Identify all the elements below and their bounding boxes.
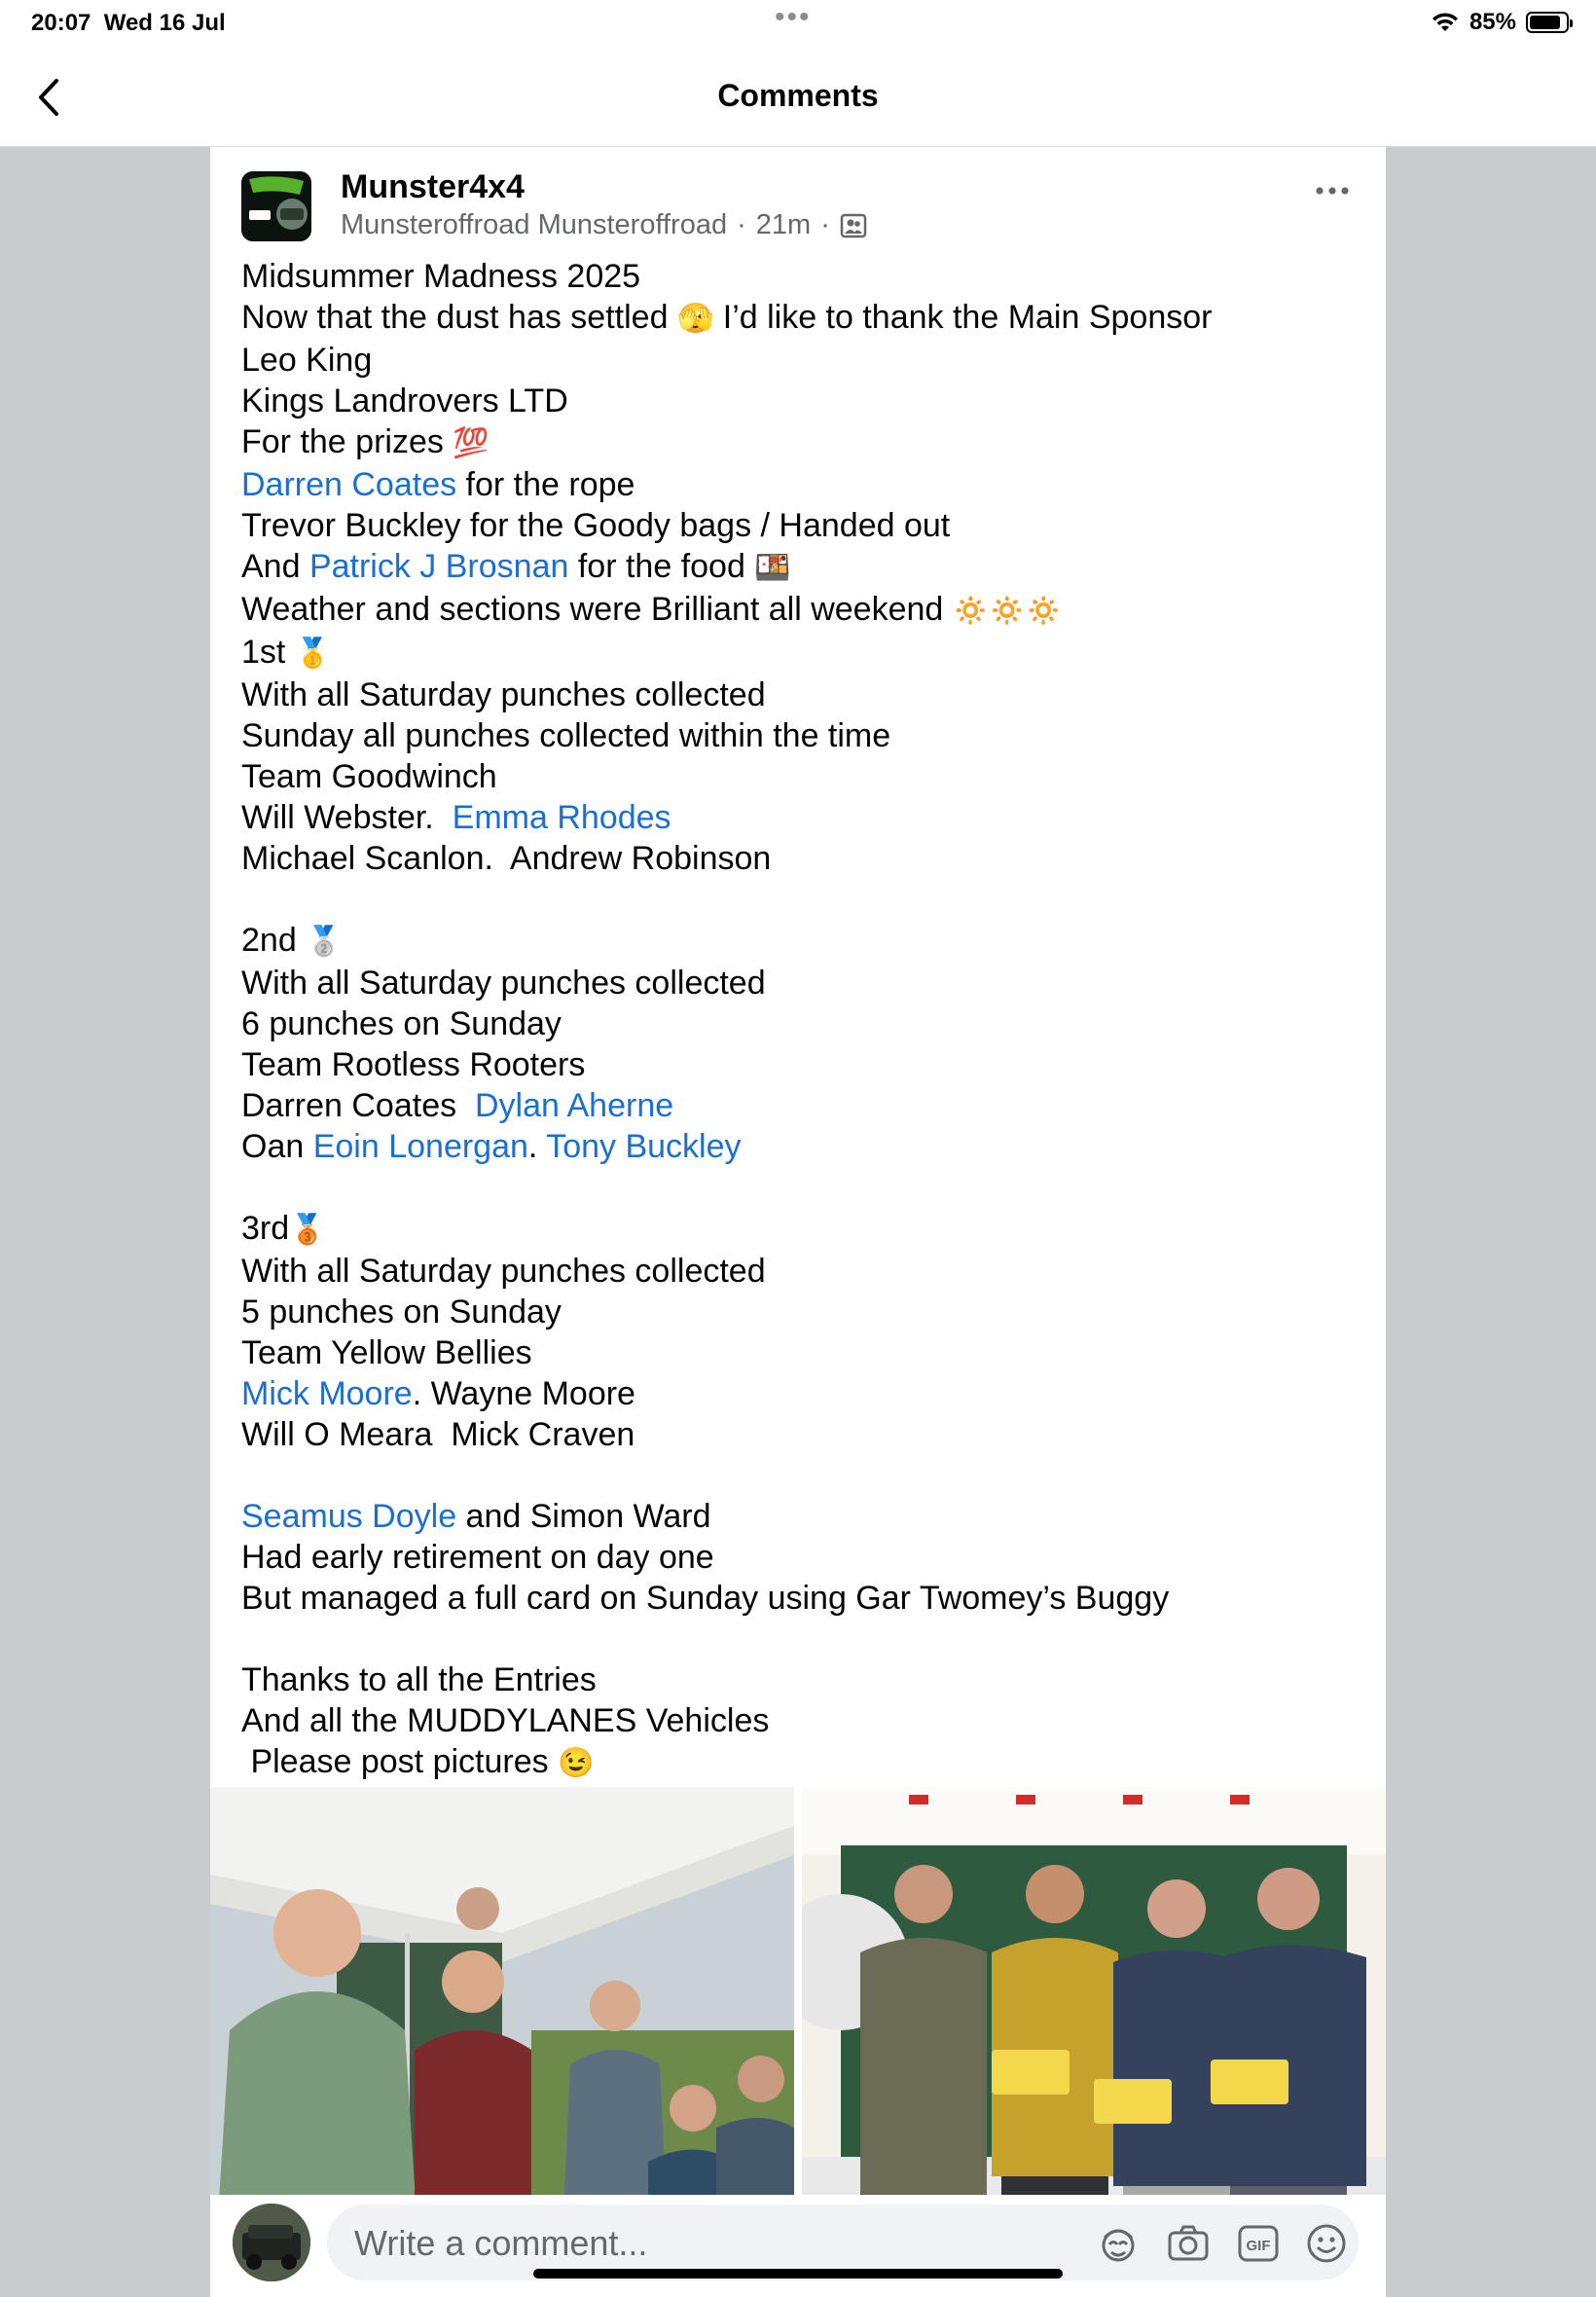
mention-link[interactable]: Dylan Aherne bbox=[475, 1087, 674, 1124]
emoji-icon bbox=[1305, 2222, 1348, 2265]
battery-icon bbox=[1526, 12, 1569, 33]
mention-link[interactable]: Tony Buckley bbox=[546, 1128, 742, 1165]
gif-icon bbox=[1237, 2224, 1280, 2263]
mention-link[interactable]: Seamus Doyle bbox=[241, 1498, 457, 1535]
battery-percent: 85% bbox=[1469, 9, 1516, 35]
battery-fill bbox=[1530, 16, 1560, 29]
home-indicator[interactable] bbox=[533, 2269, 1063, 2279]
comment-composer bbox=[210, 2195, 1386, 2297]
post-meta bbox=[341, 209, 867, 241]
avatar-sticker-icon bbox=[1097, 2222, 1140, 2265]
post-time[interactable]: 21m bbox=[755, 209, 812, 240]
post-author[interactable]: Munster4x4 bbox=[341, 168, 525, 205]
page-avatar[interactable] bbox=[241, 171, 311, 241]
group-audience-icon bbox=[840, 213, 867, 238]
post-body: Midsummer Madness 2025 Now that the dust has settled 🫣 I’d like to thank the Main Sponsor Leo King Kings Landrovers LTD For the prizes 💯 Darren Coates for the rope Trevor Buckley for the Goody bags / Handed out And Patrick J Brosnan for the food 🍱 Weather and sections were Brilliant all weekend 🔅🔅🔅 1st 🥇 With all Saturday punches collected Sunday all punches collected within the time Team Goodwinch Will Webster. Emma Rhodes Michael Scanlon. Andrew Robinson 2nd 🥈 With all Saturday punches collected 6 punches on Sunday Team Rootless Rooters Darren Coates Dylan Aherne Oan Eoin Lonergan. Tony Buckley 3rd🥉 With all Saturday punches collected 5 punches on Sunday Team Yellow Bellies Mick Moore. Wayne Moore Will O Meara Mick Craven Seamus Doyle and Simon Ward Had early retirement on day one But managed a full card on Sunday using Gar Twomey’s Buggy Thanks to all the Entries And all the MUDDYLANES Vehicles Please post pictures 😉 bbox=[241, 258, 1213, 1780]
nav-header bbox=[0, 49, 1596, 147]
avatar-sticker-button[interactable] bbox=[1096, 2221, 1141, 2266]
emoji-button[interactable] bbox=[1304, 2221, 1349, 2266]
background-margin-left bbox=[0, 147, 210, 2297]
user-avatar[interactable] bbox=[233, 2204, 310, 2281]
mention-link[interactable]: Emma Rhodes bbox=[452, 799, 671, 836]
page-title: Comments bbox=[717, 78, 879, 113]
mention-link[interactable]: Eoin Lonergan bbox=[312, 1128, 528, 1165]
mention-link[interactable]: Patrick J Brosnan bbox=[308, 548, 569, 585]
emoji: 🔅🔅🔅 bbox=[952, 595, 1062, 627]
wifi-icon bbox=[1431, 12, 1460, 33]
camera-icon bbox=[1167, 2224, 1210, 2263]
background-margin-right bbox=[1386, 147, 1596, 2297]
emoji: 💯 bbox=[453, 427, 490, 459]
emoji: 🥉 bbox=[289, 1214, 326, 1246]
meta-separator: · bbox=[820, 209, 830, 240]
multitasking-dots-icon[interactable]: ••• bbox=[775, 1, 812, 33]
camera-button[interactable] bbox=[1166, 2221, 1211, 2266]
mention-link[interactable]: Mick Moore bbox=[241, 1375, 413, 1412]
mention-link[interactable]: Darren Coates bbox=[241, 466, 457, 503]
meta-separator: · bbox=[737, 209, 746, 240]
emoji: 🍱 bbox=[754, 552, 791, 584]
emoji: 🥇 bbox=[294, 638, 332, 670]
group-name[interactable]: Munsteroffroad Munsteroffroad bbox=[341, 209, 728, 240]
emoji: 😉 bbox=[558, 1747, 595, 1779]
status-bar bbox=[0, 0, 1596, 49]
more-horizontal-icon bbox=[1316, 187, 1349, 195]
gif-label: GIF bbox=[1246, 2238, 1271, 2254]
emoji: 🫣 bbox=[676, 303, 714, 335]
emoji: 🥈 bbox=[306, 926, 343, 958]
gif-button[interactable] bbox=[1236, 2221, 1281, 2266]
status-time: 20:07 Wed 16 Jul bbox=[31, 10, 226, 36]
more-options-button[interactable] bbox=[1308, 176, 1357, 205]
post-card bbox=[210, 147, 1386, 2297]
